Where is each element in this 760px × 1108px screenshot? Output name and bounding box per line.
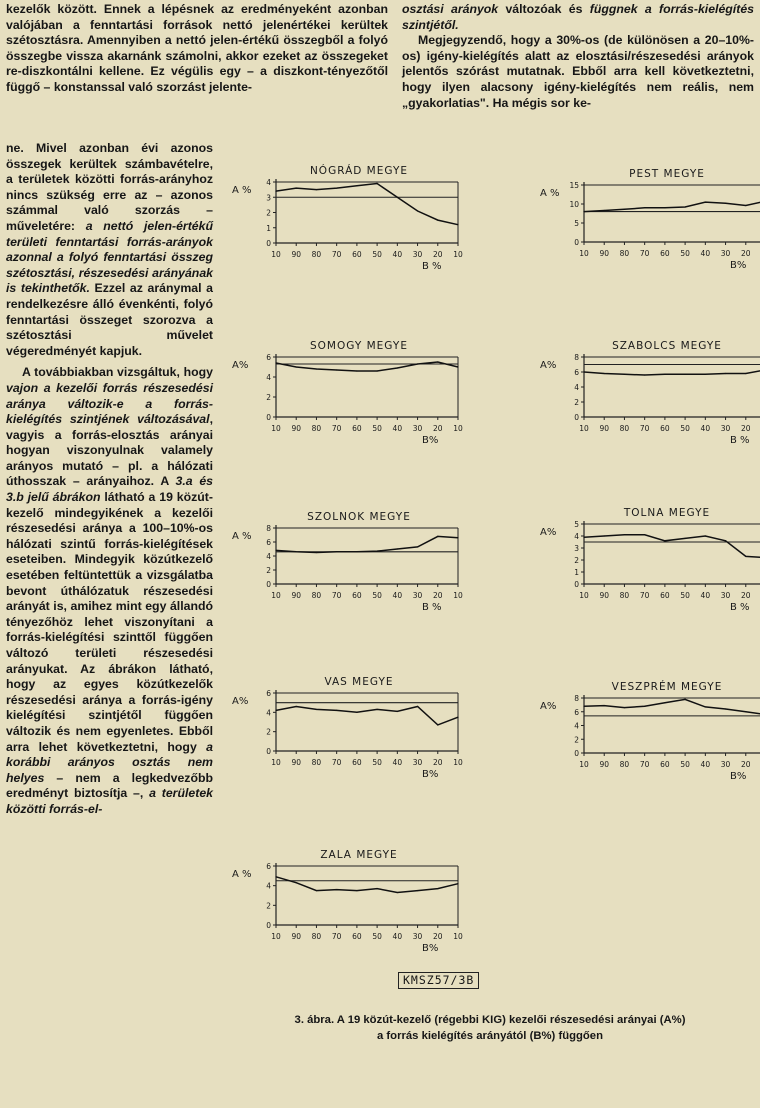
data-point — [417, 546, 418, 547]
y-tick-label: 3 — [574, 544, 579, 553]
x-tick-label: 80 — [311, 932, 322, 941]
emphasis: vajon a kezelői forrás részesedési aránya változik-e a forrás-kielégítés szintjének változásával — [6, 380, 213, 427]
x-tick-label: 10 — [271, 424, 281, 433]
x-tick-label: 60 — [352, 591, 362, 600]
y-tick-label: 4 — [266, 881, 271, 891]
y-tick-label: 0 — [266, 921, 271, 930]
data-point — [356, 890, 357, 891]
y-tick-label: 0 — [266, 413, 271, 422]
data-point — [725, 540, 726, 541]
y-tick-label: 2 — [574, 556, 579, 565]
x-tick-label: 30 — [412, 424, 423, 433]
y-tick-label: 1 — [266, 223, 271, 233]
y-tick-label: 10 — [569, 200, 579, 209]
data-point — [583, 211, 584, 212]
x-tick-label: 10 — [579, 591, 589, 600]
data-point — [437, 220, 438, 221]
x-tick-label: 60 — [352, 758, 362, 767]
data-point — [457, 537, 458, 538]
y-tick-label: 5 — [574, 520, 579, 529]
y-tick-label: 6 — [266, 862, 271, 871]
data-point — [275, 710, 276, 711]
data-point — [725, 708, 726, 709]
text-left-p1 — [6, 141, 213, 359]
x-axis-label-n-gr-d-megye: B % — [422, 261, 442, 272]
left-column-text — [6, 141, 213, 818]
data-point — [664, 702, 665, 703]
data-point — [685, 206, 686, 207]
data-point — [356, 185, 357, 186]
y-axis-label-zala-megye: A % — [232, 869, 252, 880]
data-point — [356, 370, 357, 371]
x-tick-label: 70 — [639, 591, 650, 600]
x-tick-label: 90 — [599, 249, 609, 258]
data-point — [644, 534, 645, 535]
x-tick-label: 30 — [720, 591, 731, 600]
x-tick-label: 60 — [660, 591, 670, 600]
x-tick-label: 80 — [619, 591, 630, 600]
data-point — [624, 534, 625, 535]
x-tick-label: 30 — [412, 758, 423, 767]
data-point — [624, 209, 625, 210]
emphasis: függnek a forrás-kielégítés szintjétől. — [402, 2, 754, 32]
data-point — [457, 366, 458, 367]
data-point — [583, 537, 584, 538]
x-tick-label: 20 — [433, 250, 443, 259]
data-point — [685, 374, 686, 375]
text-run: ne. Mivel azonban évi azonos összegek kerültek számbavételre, a területek közötti forrás-arányhoz nincs szükség erre az – azonos számmal való szorzás – műveletére: — [6, 141, 213, 233]
data-point — [356, 712, 357, 713]
x-tick-label: 90 — [291, 424, 301, 433]
x-tick-label: 60 — [352, 250, 362, 259]
series-line-szabolcs-megye — [584, 370, 760, 375]
x-tick-label: 90 — [599, 424, 609, 433]
data-point — [437, 724, 438, 725]
y-tick-label: 4 — [574, 383, 579, 392]
y-tick-label: 2 — [266, 208, 271, 218]
data-point — [705, 706, 706, 707]
data-point — [745, 205, 746, 206]
y-axis-label-vas-megye: A% — [232, 696, 249, 707]
y-tick-label: 4 — [266, 373, 271, 382]
data-point — [583, 371, 584, 372]
x-tick-label: 60 — [660, 760, 670, 769]
emphasis: a területek közötti forrás-el- — [6, 786, 213, 816]
series-line-zala-megye — [276, 877, 458, 893]
y-tick-label: 0 — [266, 239, 271, 248]
y-tick-label: 0 — [266, 580, 271, 589]
x-tick-label: 10 — [579, 760, 589, 769]
x-tick-label: 70 — [331, 932, 342, 941]
data-point — [725, 203, 726, 204]
x-tick-label: 30 — [412, 250, 423, 259]
data-point — [397, 197, 398, 198]
x-tick-label: 20 — [741, 760, 751, 769]
data-point — [275, 876, 276, 877]
data-point — [624, 707, 625, 708]
y-tick-label: 0 — [574, 580, 579, 589]
data-point — [644, 207, 645, 208]
data-point — [705, 535, 706, 536]
y-tick-label: 2 — [574, 398, 579, 407]
data-point — [437, 361, 438, 362]
data-point — [417, 363, 418, 364]
data-point — [377, 551, 378, 552]
y-tick-label: 6 — [266, 689, 271, 698]
x-tick-label: 50 — [680, 760, 690, 769]
x-tick-label: 10 — [271, 932, 281, 941]
data-point — [417, 706, 418, 707]
data-point — [275, 191, 276, 192]
x-tick-label: 70 — [331, 758, 342, 767]
x-tick-label: 90 — [599, 591, 609, 600]
x-tick-label: 10 — [271, 591, 281, 600]
data-point — [397, 711, 398, 712]
emphasis: a korábbi arányos osztás nem helyes — [6, 739, 213, 785]
x-tick-label: 20 — [741, 591, 751, 600]
text-run: A továbbiakban vizsgáltuk, hogy — [22, 365, 213, 380]
text-run: Ezzel az aránymal a rendelkezésre álló évenkénti, folyó fenntartási összeget szorozva a szétosztási művelet végeredményét kapjuk. — [6, 281, 214, 358]
x-tick-label: 90 — [291, 591, 301, 600]
y-axis-label-veszpr-m-megye: A% — [540, 701, 557, 712]
series-line-szolnok-megye — [276, 536, 458, 552]
y-tick-label: 4 — [574, 532, 579, 541]
data-point — [316, 890, 317, 891]
y-tick-label: 2 — [266, 901, 271, 911]
series-line-vas-megye — [276, 707, 458, 725]
data-point — [316, 368, 317, 369]
y-tick-label: 4 — [266, 178, 271, 187]
y-tick-label: 2 — [266, 566, 271, 575]
y-tick-label: 6 — [574, 707, 579, 717]
text-run: látható a 19 közút-kezelő mindegyikének a kezelői részesedési aránya a 100–10%-os hálózati szintű forrás-kielégítések eseteiben. Mindegyik közútkezelő esetében feltüntettük a vizsgálatba bevont úthálózatuk részesedési arányát is, amihez mint egy állandó tényezőhöz lehet viszonyítani a forrás-kielégítési szinttől függően változó területi részesedési arányukat. Az ábrákon látható, hogy az egyes közútkezelők részesedési aránya a forrás-igény kielégítési szintjétől függően változik és nem egyenletes. Ebből arra lehet következtetni, hogy — [6, 490, 213, 754]
x-tick-label: 20 — [433, 932, 443, 941]
x-tick-label: 40 — [700, 760, 711, 769]
y-tick-label: 4 — [266, 552, 271, 561]
x-tick-label: 50 — [372, 591, 382, 600]
x-tick-label: 10 — [453, 932, 463, 941]
y-tick-label: 8 — [266, 524, 271, 533]
data-point — [604, 535, 605, 536]
x-tick-label: 10 — [453, 250, 463, 259]
emphasis: a nettó jelen-értékű területi fenntartási forrás-arányok azonnal a folyó fenntartási összeg szétosztási, részesedési arányának is tekinthetők. — [6, 218, 213, 296]
x-tick-label: 60 — [660, 249, 670, 258]
data-point — [377, 709, 378, 710]
y-axis-label-szabolcs-megye: A% — [540, 360, 557, 371]
figure-code: KMSZ57/3B — [398, 972, 479, 989]
emphasis: osztási arányok — [402, 2, 499, 16]
data-point — [336, 188, 337, 189]
x-tick-label: 10 — [579, 249, 589, 258]
x-tick-label: 40 — [700, 591, 711, 600]
text-run: változóak és — [498, 2, 590, 16]
text-top-right-p2: Megjegyzendő, hogy a 30%-os (de különösen a 20–10%-os) igény-kielégítés alatt az elosztási/részesedési arányok jelentős szórást mutatnak. Ebből arra kell következtetni, hogy ilyen alacsony igény-kielégítés nem reális, nem „gyakorlatias". Ha mégis sor ke- — [402, 33, 754, 110]
data-point — [275, 550, 276, 551]
x-axis-label-tolna-megye: B % — [730, 602, 750, 613]
data-point — [336, 369, 337, 370]
x-tick-label: 80 — [311, 591, 322, 600]
chart-title-szabolcs-megye: SZABOLCS MEGYE — [612, 340, 722, 352]
data-point — [296, 188, 297, 189]
x-tick-label: 80 — [311, 250, 322, 259]
y-tick-label: 3 — [266, 193, 271, 203]
chart-title-zala-megye: ZALA MEGYE — [320, 849, 398, 861]
data-point — [705, 202, 706, 203]
data-point — [397, 892, 398, 893]
x-tick-label: 70 — [331, 591, 342, 600]
y-axis-label-somogy-megye: A% — [232, 360, 249, 371]
x-tick-label: 50 — [680, 249, 690, 258]
text-top-right-p1 — [402, 2, 754, 33]
y-tick-label: 0 — [266, 747, 271, 756]
data-point — [377, 370, 378, 371]
y-axis-label-szolnok-megye: A % — [232, 531, 252, 542]
x-axis-label-vas-megye: B% — [422, 769, 439, 780]
series-line-n-gr-d-megye — [276, 184, 458, 225]
x-tick-label: 10 — [453, 424, 463, 433]
data-point — [417, 890, 418, 891]
data-point — [745, 711, 746, 712]
x-tick-label: 10 — [579, 424, 589, 433]
chart-title-n-gr-d-megye: NÓGRÁD MEGYE — [309, 165, 409, 177]
data-point — [685, 538, 686, 539]
x-tick-label: 70 — [331, 424, 342, 433]
x-tick-label: 80 — [619, 760, 630, 769]
data-point — [296, 366, 297, 367]
data-point — [437, 888, 438, 889]
series-line-veszpr-m-megye — [584, 699, 760, 714]
data-point — [417, 210, 418, 211]
x-tick-label: 30 — [720, 424, 731, 433]
x-tick-label: 50 — [372, 250, 382, 259]
data-point — [604, 705, 605, 706]
caption-line-2: a forrás kielégítés arányától (B%) függően — [377, 1030, 603, 1042]
data-point — [457, 717, 458, 718]
x-tick-label: 60 — [352, 932, 362, 941]
y-axis-label-tolna-megye: A% — [540, 527, 557, 538]
y-tick-label: 0 — [574, 413, 579, 422]
x-tick-label: 80 — [311, 758, 322, 767]
y-tick-label: 1 — [574, 568, 579, 577]
figure-caption — [240, 1012, 740, 1044]
x-axis-label-somogy-megye: B% — [422, 435, 439, 446]
x-axis-label-szolnok-megye: B % — [422, 602, 442, 613]
data-point — [336, 551, 337, 552]
data-point — [604, 210, 605, 211]
x-tick-label: 80 — [311, 424, 322, 433]
top-right-paragraph — [402, 2, 754, 111]
x-tick-label: 90 — [291, 758, 301, 767]
series-line-somogy-megye — [276, 362, 458, 371]
x-tick-label: 80 — [619, 424, 630, 433]
x-tick-label: 60 — [660, 424, 670, 433]
data-point — [685, 699, 686, 700]
y-axis-label-n-gr-d-megye: A % — [232, 185, 252, 196]
y-axis-label-pest-megye: A % — [540, 188, 560, 199]
text-left-p2 — [6, 365, 213, 817]
x-tick-label: 40 — [392, 424, 403, 433]
x-axis-label-zala-megye: B% — [422, 943, 439, 954]
x-tick-label: 30 — [720, 760, 731, 769]
data-point — [705, 374, 706, 375]
data-point — [356, 551, 357, 552]
x-tick-label: 40 — [392, 758, 403, 767]
data-point — [745, 373, 746, 374]
x-tick-label: 40 — [392, 250, 403, 259]
x-axis-label-szabolcs-megye: B % — [730, 435, 750, 446]
x-tick-label: 30 — [412, 591, 423, 600]
y-tick-label: 6 — [266, 353, 271, 362]
data-point — [604, 373, 605, 374]
data-point — [664, 540, 665, 541]
x-tick-label: 20 — [433, 591, 443, 600]
x-tick-label: 10 — [271, 758, 281, 767]
x-tick-label: 50 — [372, 758, 382, 767]
county-charts-figure — [222, 150, 760, 1030]
x-tick-label: 90 — [291, 250, 301, 259]
x-tick-label: 70 — [331, 250, 342, 259]
data-point — [583, 706, 584, 707]
data-point — [316, 552, 317, 553]
data-point — [457, 224, 458, 225]
data-point — [664, 207, 665, 208]
x-tick-label: 70 — [639, 424, 650, 433]
text-run: – nem a legkedvezőbb eredményt biztosítja –, — [6, 770, 213, 801]
x-tick-label: 90 — [599, 760, 609, 769]
data-point — [644, 706, 645, 707]
x-axis-label-veszpr-m-megye: B% — [730, 771, 747, 782]
x-tick-label: 20 — [741, 249, 751, 258]
data-point — [725, 373, 726, 374]
x-tick-label: 70 — [639, 249, 650, 258]
emphasis: 3.a és 3.b jelű ábrákon — [6, 474, 213, 505]
y-tick-label: 8 — [574, 353, 579, 362]
y-tick-label: 0 — [574, 749, 579, 758]
x-tick-label: 10 — [453, 758, 463, 767]
x-tick-label: 10 — [271, 250, 281, 259]
top-left-paragraph — [6, 2, 388, 96]
data-point — [316, 709, 317, 710]
y-tick-label: 2 — [266, 393, 271, 402]
y-tick-label: 4 — [266, 708, 271, 718]
x-tick-label: 50 — [680, 591, 690, 600]
data-point — [457, 883, 458, 884]
data-point — [336, 889, 337, 890]
y-tick-label: 8 — [574, 694, 579, 703]
data-point — [296, 551, 297, 552]
data-point — [397, 367, 398, 368]
y-tick-label: 15 — [569, 181, 579, 190]
y-tick-label: 0 — [574, 238, 579, 247]
y-tick-label: 5 — [574, 219, 579, 228]
data-point — [644, 374, 645, 375]
x-tick-label: 30 — [720, 249, 731, 258]
y-tick-label: 6 — [266, 538, 271, 547]
chart-title-pest-megye: PEST MEGYE — [629, 168, 705, 180]
data-point — [437, 536, 438, 537]
data-point — [664, 374, 665, 375]
data-point — [377, 888, 378, 889]
data-point — [296, 882, 297, 883]
x-tick-label: 40 — [392, 591, 403, 600]
x-tick-label: 40 — [700, 249, 711, 258]
x-tick-label: 10 — [453, 591, 463, 600]
data-point — [745, 556, 746, 557]
data-point — [275, 362, 276, 363]
data-point — [624, 374, 625, 375]
x-tick-label: 20 — [433, 424, 443, 433]
y-tick-label: 2 — [266, 727, 271, 737]
chart-title-tolna-megye: TOLNA MEGYE — [623, 507, 711, 519]
x-tick-label: 40 — [700, 424, 711, 433]
data-point — [377, 183, 378, 184]
x-tick-label: 20 — [433, 758, 443, 767]
chart-title-vas-megye: VAS MEGYE — [324, 676, 394, 688]
text-top-left: kezelők között. Ennek a lépésnek az eredményeként azonban valójában a fenntartási források nettó jelenértékei kerültek szétosztásra. Amennyiben a nettó jelen-értékű összegből a folyó összegbe vissza akarnánk számolni, akkor ezeket az összegeket re-diszkontálni kellene. Ez végülis egy – a diszkont-tényezőtől függő – konstanssal való szorzást jelente- — [6, 2, 388, 94]
x-tick-label: 50 — [372, 932, 382, 941]
y-tick-label: 2 — [574, 735, 579, 745]
x-tick-label: 40 — [392, 932, 403, 941]
series-line-pest-megye — [584, 201, 760, 212]
chart-title-somogy-megye: SOMOGY MEGYE — [310, 340, 408, 352]
x-tick-label: 70 — [639, 760, 650, 769]
x-tick-label: 80 — [619, 249, 630, 258]
x-axis-label-pest-megye: B% — [730, 260, 747, 271]
caption-line-1: 3. ábra. A 19 közút-kezelő (régebbi KIG) kezelői részesedési arányai (A%) — [294, 1014, 686, 1026]
x-tick-label: 90 — [291, 932, 301, 941]
data-point — [336, 710, 337, 711]
data-point — [397, 548, 398, 549]
series-line-tolna-megye — [584, 535, 760, 558]
text-run: , vagyis a forrás-elosztás arányai hogyan viszonyulnak valamely arányos mutató – pl. a hálózati úthosszak – arányaihoz. A — [6, 412, 213, 489]
chart-title-veszpr-m-megye: VESZPRÉM MEGYE — [611, 681, 723, 693]
x-tick-label: 60 — [352, 424, 362, 433]
x-tick-label: 30 — [412, 932, 423, 941]
y-tick-label: 4 — [574, 721, 579, 731]
chart-title-szolnok-megye: SZOLNOK MEGYE — [307, 511, 411, 523]
data-point — [296, 706, 297, 707]
y-tick-label: 6 — [574, 368, 579, 377]
x-tick-label: 20 — [741, 424, 751, 433]
data-point — [316, 189, 317, 190]
x-tick-label: 50 — [680, 424, 690, 433]
x-tick-label: 50 — [372, 424, 382, 433]
